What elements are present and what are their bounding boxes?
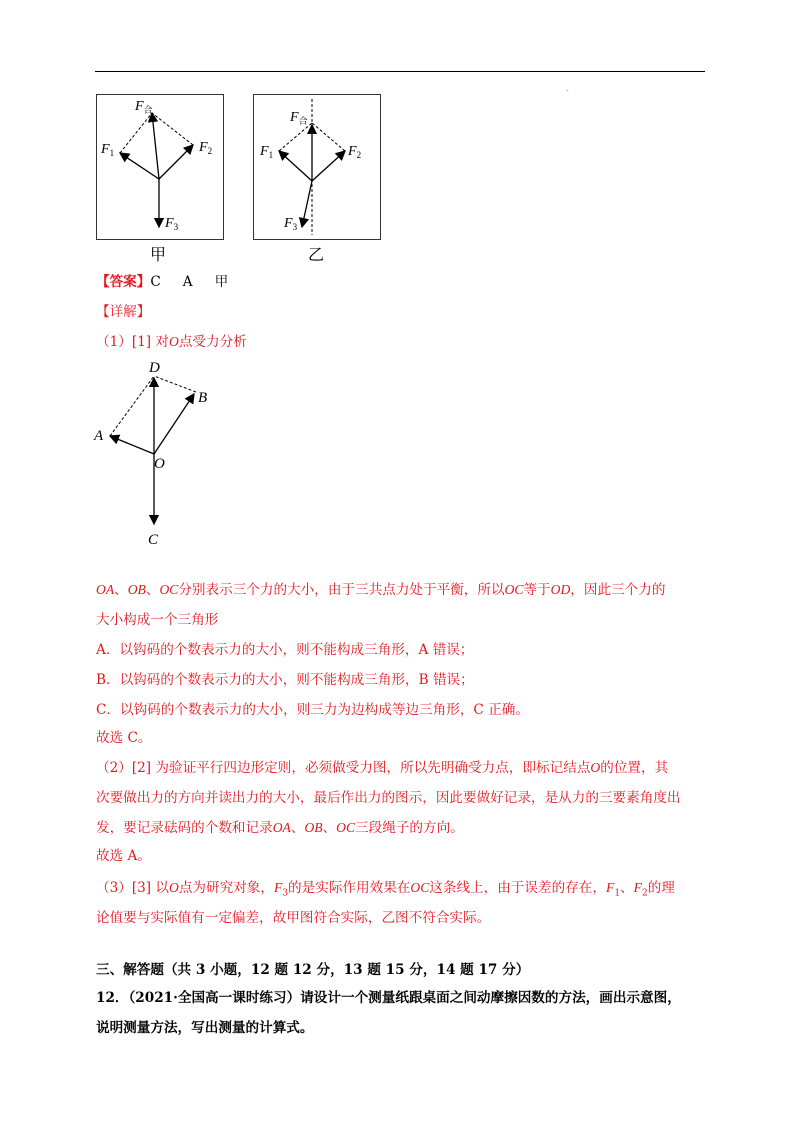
part2-line3 [96, 818, 464, 838]
part3-line1 [96, 878, 675, 904]
part1-intro-var: O [169, 334, 179, 349]
part2-line2: 次要做出力的方向并读出力的大小，最后作出力的图示，因此要做好记录，是从力的三要素角度出 [96, 790, 681, 806]
figure-jia-caption: 甲 [150, 245, 167, 264]
part2-l3-post: 三段绳子的方向。 [355, 820, 464, 836]
part2-l1-var: O [590, 760, 601, 775]
analysis-oa: OA [96, 582, 115, 597]
analysis-text-1: 分别表示三个力的大小，由于三共点力处于平衡，所以 [178, 582, 505, 598]
part3-f2-sub: 2 [641, 888, 648, 899]
part3-oc: OC [410, 880, 430, 895]
label-b: B [198, 390, 208, 406]
analysis-sep-1: 、 [114, 582, 128, 598]
jia-fhe-vector [152, 113, 159, 179]
analysis-oc-2: OC [504, 582, 524, 597]
part3-l1-pre: （3）[3] 以 [96, 880, 170, 896]
part3-f2: F [633, 880, 642, 895]
jia-f1-label: $F_1$ [101, 142, 115, 158]
header-mark: - [566, 86, 569, 95]
label-o: O [154, 456, 165, 472]
label-a: A [94, 428, 104, 444]
q12-line2: 说明测量方法，写出测量的计算式。 [96, 1020, 314, 1036]
part3-o: O [169, 880, 179, 895]
analysis-text-2: 等于 [523, 582, 551, 598]
part2-line1 [96, 758, 668, 778]
answer-value-2: A [182, 274, 193, 290]
yi-dash-right [312, 123, 345, 151]
figure-jia-diagram [97, 95, 223, 239]
answer-value-1: C [150, 274, 161, 290]
part2-oc: OC [336, 820, 356, 835]
part1-analysis-line2: 大小构成一个三角形 [96, 612, 219, 628]
part2-l3-pre: 发，要记录砝码的个数和记录 [96, 820, 273, 836]
detail-tag: 【详解】 [96, 304, 151, 320]
vector-ob [154, 394, 194, 454]
part3-mid2: 的是实际作用效果在 [288, 880, 411, 896]
yi-dash-left [279, 123, 312, 151]
part2-sep-1: 、 [290, 820, 305, 836]
part3-sep: 、 [620, 880, 634, 896]
figure-yi-caption: 乙 [308, 245, 325, 264]
part2-l1-pre: （2）[2] 为验证平行四边形定则，必须做受力图，所以先明确受力点，即标记结点 [96, 760, 591, 776]
vector-oa [110, 436, 154, 454]
jia-dash-right [152, 113, 193, 145]
part3-mid: 点为研究对象， [178, 880, 274, 896]
part1-option-b: B．以钩码的个数表示力的大小，则不能构成三角形，B 错误； [96, 672, 474, 688]
dash-bd [154, 376, 196, 392]
dash-ad [110, 376, 154, 436]
label-d: D [149, 360, 160, 376]
part2-ob: OB [304, 820, 323, 835]
figure-yi [253, 94, 381, 240]
jia-f1-vector [120, 153, 159, 179]
part3-mid3: 这条线上，由于误差的存在， [429, 880, 606, 896]
jia-f3-label: $F_3$ [165, 216, 179, 232]
yi-fhe-label: $F_合$ [290, 110, 308, 126]
part3-f3-sub: 3 [282, 888, 289, 899]
analysis-oc: OC [159, 582, 179, 597]
part1-intro-post: 点受力分析 [178, 334, 247, 350]
label-c: C [148, 532, 159, 548]
part1-analysis-line1 [96, 580, 665, 600]
part1-option-c: C．以钩码的个数表示力的大小，则三力为边构成等边三角形，C 正确。 [96, 702, 529, 718]
analysis-od: OD [550, 582, 571, 597]
yi-f1-vector [279, 151, 312, 181]
analysis-ob: OB [127, 582, 146, 597]
header-rule [95, 71, 705, 72]
q12-line1: 12．（2021·全国高一课时练习）请设计一个测量纸跟桌面之间动摩擦因数的方法，画出示意图， [96, 990, 681, 1006]
yi-f2-vector [312, 151, 345, 181]
part1-option-a: A．以钩码的个数表示力的大小，则不能构成三角形，A 错误； [96, 642, 474, 658]
jia-fhe-label: $F_合$ [135, 99, 153, 115]
analysis-text-3: ，因此三个力的 [570, 582, 666, 598]
answer-line [96, 272, 228, 292]
yi-f1-label: $F_1$ [260, 144, 274, 160]
jia-f2-vector [159, 145, 193, 179]
figure-jia [96, 94, 224, 240]
part1-choice: 故选 C。 [96, 730, 152, 746]
yi-f3-vector [302, 181, 312, 227]
part3-post: 的理 [647, 880, 675, 896]
answer-value-3: 甲 [214, 274, 229, 290]
jia-dash-left [120, 113, 152, 153]
part2-oa: OA [272, 820, 291, 835]
part3-line2: 论值要与实际值有一定偏差，故甲图符合实际，乙图不符合实际。 [96, 910, 491, 926]
answer-tag: 【答案】 [96, 274, 151, 290]
jia-f2-label: $F_2$ [199, 140, 213, 156]
figure-yi-diagram [254, 95, 380, 239]
analysis-sep-2: 、 [145, 582, 160, 598]
part3-f1-sub: 1 [614, 888, 621, 899]
part1-intro-pre: （1）[1] 对 [96, 334, 170, 350]
part3-f1: F [606, 880, 615, 895]
part3-f3: F [274, 880, 283, 895]
part1-intro [96, 332, 247, 352]
section3-heading: 三、解答题（共 3 小题，12 题 12 分，13 题 15 分，14 题 17 分） [96, 962, 530, 978]
part2-l1-post: 的位置，其 [600, 760, 669, 776]
yi-f3-label: $F_3$ [284, 216, 298, 232]
part2-sep-2: 、 [322, 820, 337, 836]
force-diagram-odc [92, 356, 222, 548]
part2-choice: 故选 A。 [96, 848, 151, 864]
yi-f2-label: $F_2$ [348, 144, 362, 160]
